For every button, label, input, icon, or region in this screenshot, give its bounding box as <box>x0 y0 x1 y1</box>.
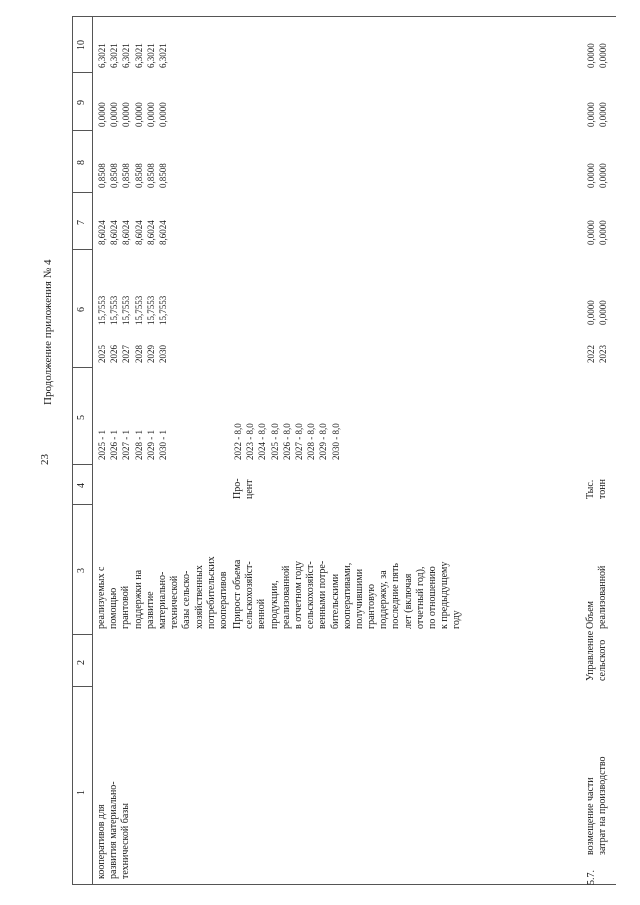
header-row-divider <box>92 16 93 885</box>
col-header-8: 8 <box>76 160 87 165</box>
col-header-6: 6 <box>76 307 87 312</box>
row-c-col10: 0,0000 0,0000 <box>586 43 609 68</box>
row-b-col4: Про- цент <box>232 478 256 499</box>
table-border-top <box>72 16 73 885</box>
row-a-col9: 0,0000 0,0000 0,0000 0,0000 0,0000 0,0000 <box>97 102 168 127</box>
row-c-col9: 0,0000 0,0000 <box>586 102 609 127</box>
col-header-1: 1 <box>76 790 87 795</box>
row-a-col10: 6,3021 6,3021 6,3021 6,3021 6,3021 6,3021 <box>97 43 168 68</box>
row-c-col6-value: 0,0000 0,0000 <box>586 300 609 325</box>
col-header-7: 7 <box>76 220 87 225</box>
page-number: 23 <box>39 454 51 465</box>
col-divider <box>72 249 92 250</box>
col-divider <box>72 72 92 73</box>
continuation-title: Продолжение приложения № 4 <box>42 259 54 405</box>
table-border-left <box>72 884 616 885</box>
col-header-9: 9 <box>76 100 87 105</box>
row-a-col5: 2025 - 1 2026 - 1 2027 - 1 2028 - 1 2029 - 1 2030 - 1 <box>97 430 168 460</box>
row-c-col6-year: 2022 2023 <box>586 345 609 363</box>
data-table <box>72 16 616 885</box>
row-c-col7: 0,0000 0,0000 <box>586 220 609 245</box>
row-c-number: 5.7. <box>586 870 597 885</box>
col-header-5: 5 <box>76 415 87 420</box>
row-b-col5: 2022 - 8,0 2023 - 8,0 2024 - 8,0 2025 - 8,0 2026 - 8,0 2027 - 8,0 2028 - 8,0 2029 - 8,0 2030 - 8,0 <box>233 423 341 460</box>
col-divider <box>72 192 92 193</box>
table-border-right <box>72 16 616 17</box>
col-divider <box>72 686 92 687</box>
row-c-col2: Управление сельского <box>585 630 609 681</box>
row-b-col3: Прирост объема сельскохозяйст- венной продукции, реализованной в отчетном году сельскохозяйст- венными потре- бительскими кооперативами, получившими грантовую поддержку, за последние пять лет (включая отчетный год), по отношению к предыдущему году <box>232 559 463 629</box>
col-divider <box>72 504 92 505</box>
col-header-4: 4 <box>76 483 87 488</box>
col-divider <box>72 634 92 635</box>
col-header-3: 3 <box>76 568 87 573</box>
row-c-col1: возмещение части затрат на производство <box>585 756 609 855</box>
col-header-10: 10 <box>76 40 87 50</box>
row-c-col8: 0,0000 0,0000 <box>586 163 609 188</box>
col-divider <box>72 367 92 368</box>
row-c-col4: Тыс. тонн <box>585 479 609 499</box>
row-a-col6-value: 15,7553 15,7553 15,7553 15,7553 15,7553 15,7553 <box>97 295 168 325</box>
row-a-col7: 8,6024 8,6024 8,6024 8,6024 8,6024 8,6024 <box>97 220 168 245</box>
row-c-col3: Объем реализованной <box>585 565 609 629</box>
row-a-col3: реализуемых с помощью грантовой поддержки на развитие материально- технической базы сельско- хозяйственных потребительских кооперативов <box>96 556 229 629</box>
row-a-col1: кооперативов для развития материально- технической базы <box>96 781 132 879</box>
row-a-col6-year: 2025 2026 2027 2028 2029 2030 <box>97 345 168 363</box>
row-a-col8: 0,8508 0,8508 0,8508 0,8508 0,8508 0,8508 <box>97 163 168 188</box>
col-divider <box>72 130 92 131</box>
col-header-2: 2 <box>76 660 87 665</box>
col-divider <box>72 464 92 465</box>
